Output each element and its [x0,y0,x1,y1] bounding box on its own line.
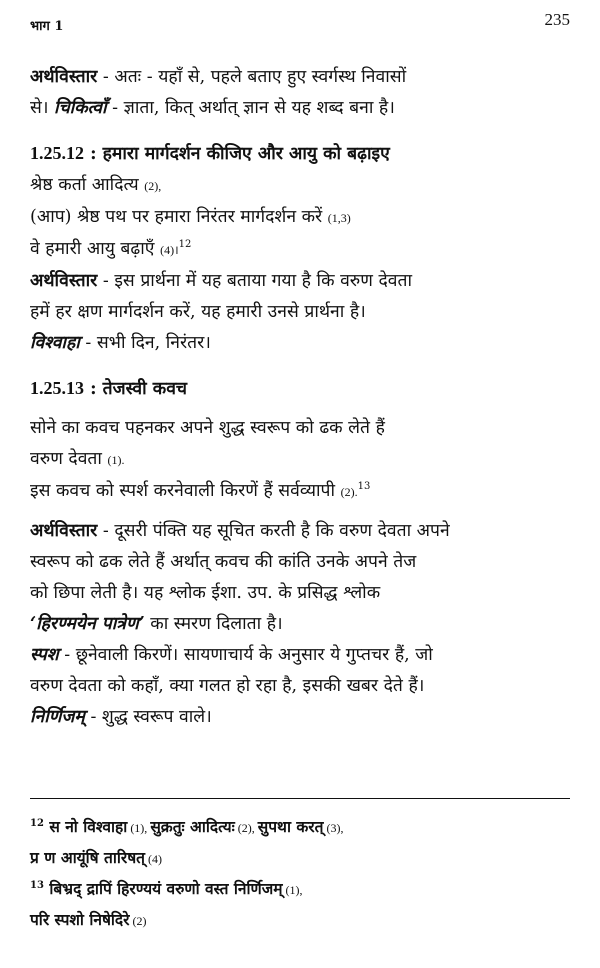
text-line [30,266,575,297]
term-label: अर्थविस्तार [30,521,98,541]
verse-section-12 [30,138,575,359]
footnote-13-line [30,874,575,905]
footnote-divider [30,798,570,799]
footnote-marker: 13 [357,481,371,493]
section-heading [30,138,575,170]
verse-text: (आप) श्रेष्ठ पथ पर हमारा निरंतर मार्गदर्शन करें [30,207,323,227]
term-text: - ज्ञाता, कित् अर्थात् ज्ञान से यह शब्द बना है। [106,98,395,118]
verse-text: इस कवच को स्पर्श करनेवाली किरणें हैं सर्वव्यापी [30,481,336,501]
verse-ref: (2) [129,914,147,928]
footnote-13-line [30,905,575,936]
verse-ref: (1), [282,883,303,897]
verse-ref: (4) [145,852,163,866]
text-line [30,702,575,733]
verse-ref: (2), [144,179,162,193]
section-heading [30,373,575,405]
footnotes [30,812,575,936]
verse-text: श्रेष्ठ कर्ता आदित्य [30,175,139,195]
term-text: का स्मरण दिलाता है। [144,614,283,634]
text-line: को छिपा लेती है। यह श्लोक ईशा. उप. के प्रसिद्ध श्लोक [30,583,381,603]
verse-text: वे हमारी आयु बढ़ाएँ [30,239,155,259]
footnote-text: स नो विश्वाहा [43,817,128,836]
page-number: 235 [544,10,570,29]
verse-section-13 [30,373,575,733]
verse-ref: (2), [234,821,258,835]
verse-ref: (1,3) [327,211,351,225]
verse-number: 1.25.12 [30,143,84,163]
footnote-text: सुपथा करत् [257,817,324,836]
term-label: अर्थविस्तार [30,271,98,291]
footnote-12-line [30,843,575,874]
term-text: - अतः - यहाँ से, पहले बताए हुए स्वर्गस्थ निवासों [97,67,407,87]
footnote-text: बिभ्रद् द्रापिं हिरण्ययं वरुणो वस्त निर्णिजम् [43,879,283,898]
verse-ref: (4)। [160,243,179,257]
term-text: - सभी दिन, निरंतर। [79,333,211,353]
term-label: विश्वाहा [30,333,80,353]
text-line: स्वरूप को ढक लेते हैं अर्थात् कवच की कांति उनके अपने तेज [30,552,417,572]
text-line [30,93,575,124]
text-line [30,516,575,547]
verse-ref: (3), [323,821,344,835]
text-fragment: से। [30,98,55,118]
text-line [30,609,575,640]
term-label: चिकित्वाँ [54,98,107,118]
verse-ref: (1), [127,821,151,835]
term-text: - छूनेवाली किरणें। सायणाचार्य के अनुसार ये गुप्तचर हैं, जो [58,645,433,665]
text-line [30,328,575,359]
term-label: अर्थविस्तार [30,67,98,87]
verse-number: 1.25.13 [30,378,84,398]
footnote-marker: 12 [178,239,192,251]
footnote-12-line [30,812,575,843]
footnote-text: परि स्पशो निषेदिरे [30,910,130,929]
verse-line [30,170,575,202]
verse-line [30,444,575,476]
verse-ref: (2). [340,485,358,499]
term-text: - शुद्ध स्वरूप वाले। [84,707,212,727]
verse-ref: (1). [107,453,125,467]
footnote-text: सुक्रतुः आदित्यः [150,817,235,836]
footnote-number: 13 [30,879,44,891]
page-header [30,6,570,36]
verse-line [30,202,575,234]
term-text: - इस प्रार्थना में यह बताया गया है कि वरुण देवता [97,271,413,291]
term-label: निर्णिजम् [30,707,85,727]
text-line [30,62,575,93]
term-text: - दूसरी पंक्ति यह सूचित करती है कि वरुण देवता अपने [97,521,450,541]
quoted-phrase: ‘हिरण्मयेन पात्रेण’ [30,614,145,634]
verse-line [30,234,575,266]
section-title: : हमारा मार्गदर्शन कीजिए और आयु को बढ़ाइए [84,144,390,164]
text-line: वरुण देवता को कहाँ, क्या गलत हो रहा है, इसकी खबर देते हैं। [30,676,425,696]
running-head: भाग 1 [30,19,64,34]
verse-line [30,476,575,508]
text-line [30,640,575,671]
verse-text: वरुण देवता [30,449,102,469]
footnote-number: 12 [30,817,44,829]
footnote-text: प्र ण आयूंषि तारिषत् [30,848,146,867]
term-label: स्पश [30,645,59,665]
explanation-block-1 [30,62,575,124]
text-line: हमें हर क्षण मार्गदर्शन करें, यह हमारी उनसे प्रार्थना है। [30,302,366,322]
main-content [30,62,575,733]
verse-line: सोने का कवच पहनकर अपने शुद्ध स्वरूप को ढक लेते हैं [30,418,385,438]
section-title: : तेजस्वी कवच [84,379,188,399]
